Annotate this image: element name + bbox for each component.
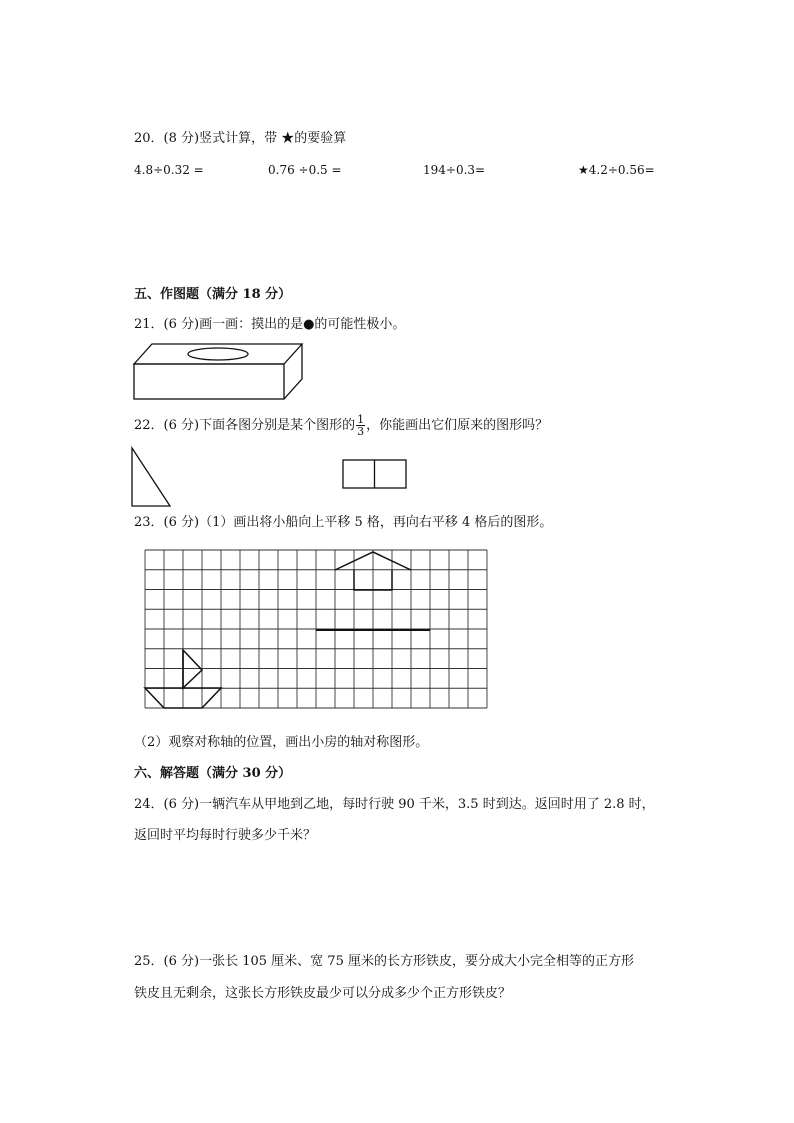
q23-part2: （2）观察对称轴的位置，画出小房的轴对称图形。 xyxy=(134,735,429,750)
q21-text: 21．(6 分)画一画：摸出的是●的可能性极小。 xyxy=(134,317,406,332)
q23-grid xyxy=(143,548,488,712)
q20-item-2: 0.76 ÷0.5 = xyxy=(268,163,342,177)
q22-triangle xyxy=(130,446,174,508)
q23-boat-sail xyxy=(183,650,202,688)
q22-two-squares xyxy=(342,459,408,491)
q20-title: 20．(8 分)竖式计算，带 ★的要验算 xyxy=(134,131,347,146)
section-6-heading: 六、解答题（满分 30 分） xyxy=(134,766,292,781)
q22-fraction xyxy=(356,414,365,437)
q22-fraction-denominator: 3 xyxy=(357,425,365,438)
q20-item-1: 4.8÷0.32 = xyxy=(134,163,204,177)
section-5-heading: 五、作图题（满分 18 分） xyxy=(134,287,292,302)
q20-item-4: ★4.2÷0.56= xyxy=(578,163,655,177)
q24-line1: 24．(6 分)一辆汽车从甲地到乙地，每时行驶 90 千米，3.5 时到达。返回时用了 2.8 时， xyxy=(134,797,655,812)
q20-item-3: 194÷0.3= xyxy=(423,163,486,177)
q25-line1: 25．(6 分)一张长 105 厘米、宽 75 厘米的长方形铁皮，要分成大小完全相等的正方形 xyxy=(134,954,634,969)
q22-prefix: 22．(6 分)下面各图分别是某个图形的 xyxy=(134,418,356,433)
q22-text xyxy=(134,414,548,437)
q25-line2: 铁皮且无剩余，这张长方形铁皮最少可以分成多少个正方形铁皮？ xyxy=(134,986,512,1001)
q21-box-drawing xyxy=(130,340,305,402)
q22-fraction-numerator: 1 xyxy=(357,413,365,426)
q24-line2: 返回时平均每时行驶多少千米？ xyxy=(134,828,317,843)
q22-suffix: ，你能画出它们原来的图形吗？ xyxy=(366,418,549,433)
q23-part1: 23．(6 分)（1）画出将小船向上平移 5 格，再向右平移 4 格后的图形。 xyxy=(134,515,553,530)
